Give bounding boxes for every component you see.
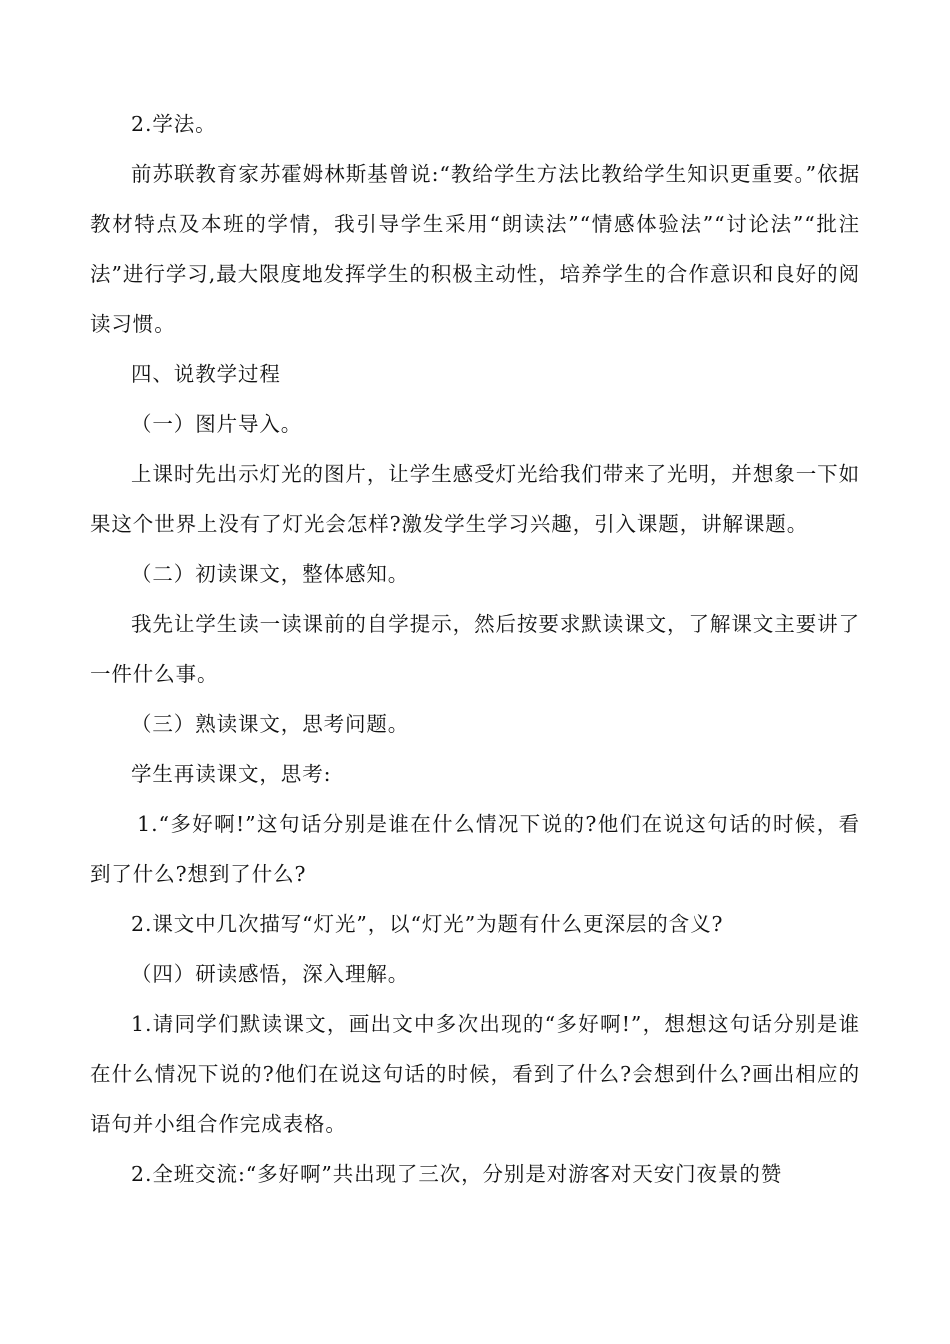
paragraph-study-method-body: 前苏联教育家苏霍姆林斯基曾说:“教给学生方法比教给学生知识更重要。”依据教材特点及本班的学情，我引导学生采用“朗读法”“情感体验法”“讨论法”“批注法”进行学习,最大限度地发挥学生的积极主动性，培养学生的合作意识和良好的阅读习惯。 (90, 162, 860, 336)
paragraph-first-reading: 我先让学生读一读课前的自学提示，然后按要求默读课文，了解课文主要讲了一件什么事。 (90, 612, 860, 686)
paragraph-deep-reading-1: 1.请同学们默读课文，画出文中多次出现的“多好啊!”，想想这句话分别是谁在什么情况下说的?他们在说这句话的时候，看到了什么?会想到什么?画出相应的语句并小组合作完成表格。 (90, 1012, 860, 1136)
document-body (90, 99, 860, 1199)
paragraph-reread-intro: 学生再读课文，思考: (131, 762, 332, 786)
section-heading-teaching-process: 四、说教学过程 (131, 362, 281, 386)
subheading-deep-reading: （四）研读感悟，深入理解。 (131, 962, 410, 986)
subheading-first-reading: （二）初读课文，整体感知。 (131, 562, 410, 586)
question-item-2: 2.课文中几次描写“灯光”，以“灯光”为题有什么更深层的含义? (131, 912, 724, 936)
paragraph-study-method-heading: 2.学法。 (131, 112, 217, 136)
subheading-close-reading: （三）熟读课文，思考问题。 (131, 712, 410, 736)
subheading-picture-intro: （一）图片导入。 (131, 412, 303, 436)
question-item-1: 1.“多好啊!”这句话分别是谁在什么情况下说的?他们在说这句话的时候，看到了什么?想到了什么? (90, 812, 860, 886)
paragraph-deep-reading-2: 2.全班交流:“多好啊”共出现了三次，分别是对游客对天安门夜景的赞 (131, 1162, 783, 1186)
paragraph-picture-intro: 上课时先出示灯光的图片，让学生感受灯光给我们带来了光明，并想象一下如果这个世界上没有了灯光会怎样?激发学生学习兴趣，引入课题，讲解课题。 (90, 462, 860, 536)
